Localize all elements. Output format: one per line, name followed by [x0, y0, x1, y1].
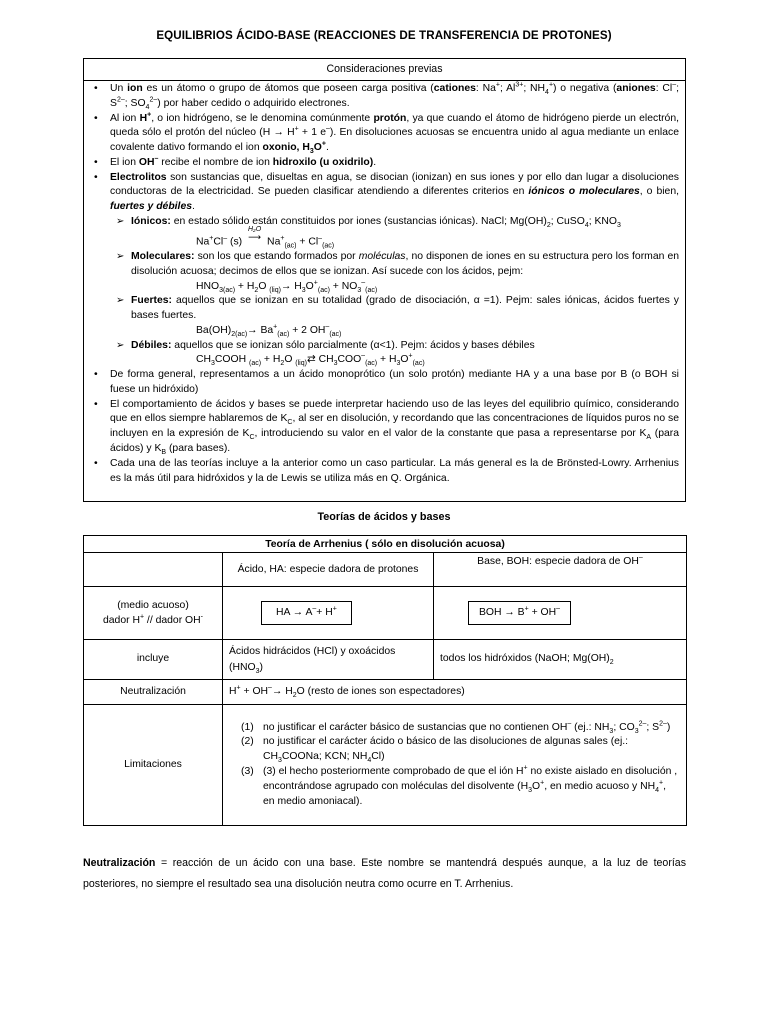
arrhenius-header: Teoría de Arrhenius ( sólo en disolución acuosa): [84, 536, 687, 553]
incluye-label: incluye: [84, 640, 223, 680]
consideraciones-box: [83, 58, 686, 502]
equation-ionicos: Na+Cl– (s) H₂O ⟶ $Na^+_{(ac)} + Cl^-_{(ac)}$: [196, 225, 335, 250]
incluye-base-cell: todos los hidróxidos (NaOH; $Mg(OH)_2$: [434, 640, 687, 680]
equation-debiles: $CH_3COOH$ $_{(ac)} + H_2O$ $_{(liq)}$⇄ $CH_3COO^-_{(ac)} + H_3O^+_{(ac)}$: [196, 352, 425, 368]
sub-ionicos: ➢ Iónicos: en estado sólido están constituidos por iones (sustancias iónicas). NaCl; $Mg(OH)_2$; CuSO$_4$; $KNO_3$: [94, 215, 679, 230]
neutralizacion-label: Neutralización: [84, 680, 223, 705]
bullet-proton: • Al ion H+, o ion hidrógeno, se le denomina comúnmente protón, ya que cuando el átomo de hidrógeno pierde un electrón, queda sólo el protón del núcleo (H → H+ + 1 e–). En disoluciones acuosas se encuentra unido al agua mediante un enlace covalente dativo formando el ion oxonio, $H_3O^+$.: [94, 112, 679, 156]
sub-fuertes: ➢ Fuertes: aquellos que se ionizan en su totalidad (grado de disociación, α =1). Pejm: sales iónicas, ácidos fuertes y bases fuertes.: [94, 294, 679, 324]
base-equation-cell: [434, 587, 687, 640]
equation-fuertes: $Ba(OH)_{2(ac)}\to Ba^+_{(ac)} + 2$ $OH^-_{(ac)}$: [196, 323, 342, 338]
incluye-acid-cell: Ácidos hidrácidos (HCl) y oxoácidos $(HNO_3)$: [223, 640, 434, 680]
acid-dissociation-box: HA → A–+ H+: [261, 601, 352, 626]
bullet-hydroxyl: • El ion OH– recibe el nombre de ion hidroxilo (u oxidrilo).: [94, 156, 679, 171]
limitaciones-label: Limitaciones: [84, 705, 223, 826]
empty-corner-cell: [84, 553, 223, 587]
bullet-teorias: • Cada una de las teorías incluye a la anterior como un caso particular. La más general es la de Brönsted-Lowry. Arrhenius es la más útil para hidróxidos y la de Lewis se utiliza más en Q. Orgánica.: [94, 457, 679, 487]
acid-column-header: Ácido, HA: especie dadora de protones: [223, 553, 434, 587]
neutralizacion-cell: $H^+ + OH^-\to H_2O$ (resto de iones son espectadores): [223, 680, 687, 705]
sub-moleculares: ➢ Moleculares: son los que estando formados por moléculas, no disponen de iones en su estructura pero los forman en disolución acuosa; decimos de ellos que se ionizan. Así sucede con los ácidos, pejm:: [94, 250, 679, 280]
bullet-ion: • Un ion es un átomo o grupo de átomos que poseen carga positiva (cationes: Na+; $Al^{3+}$; $NH_4^+$) o negativa (aniones: Cl–; $S^{2-}$; $SO_4^{2-}$) por haber cedido o adquirido electrones.: [94, 82, 679, 112]
bullet-comportamiento: • El comportamiento de ácidos y bases se puede interpretar haciendo uso de las leyes del equilibrio químico, considerando que en ellos siempre hablaremos de $K_C$, al ser en disolución, y recordando que las concentraciones de líquidos puros no se incluyen en la expresión de $K_C$, introduciendo su valor en el valor de la constante que pasa a representarse por $K_A$ (para ácidos) y $K_B$ (para bases).: [94, 398, 679, 457]
reaction-arrow-icon: H₂O ⟶: [248, 225, 262, 243]
limitaciones-list: [237, 718, 680, 813]
page-title: EQUILIBRIOS ÁCIDO-BASE (REACCIONES DE TRANSFERENCIA DE PROTONES): [156, 29, 612, 42]
bullet-monoprotico: • De forma general, representamos a un ácido monoprótico (un solo protón) mediante HA y a una base por B (o BOH si fuese un hidróxido): [94, 368, 679, 398]
equilibrium-arrow-icon: ⇄: [306, 354, 316, 366]
neutralizacion-paragraph: Neutralización = reacción de un ácido con una base. Este nombre se mantendrá después aunque, a la luz de teorías posteriores, no siempre el resultado sea una disolución neutra como ocurre en T. Arrhenius.: [83, 857, 686, 890]
base-column-header: Base, BOH: especie dadora de OH–: [434, 553, 687, 587]
consideraciones-header: Consideraciones previas: [84, 59, 685, 81]
equation-moleculares: $HNO_{3(ac)} + H_2O$ $_{(liq)}\to H_3O^+_{(ac)} + NO_3^-_{(ac)}$: [196, 279, 378, 294]
dador-label-cell: (medio acuoso) dador H+ // dador OH-: [84, 587, 223, 640]
list-item: (2) no justificar el carácter ácido o básico de las disoluciones de algunas sales (ej.: $CH_3COONa$; KCN; $NH_4Cl$): [241, 736, 629, 765]
arrhenius-table: [83, 535, 687, 826]
bullet-electrolitos: • Electrolitos son sustancias que, disueltas en agua, se disocian (ionizan) en sus iones y por ello dan lugar a disoluciones conductoras de la electricidad. Se pueden clasificar atendiendo a diferentes criterios en iónicos o moleculares, o bien, fuertes y débiles.: [94, 171, 679, 215]
list-item: (1) no justificar el carácter básico de sustancias que no contienen OH– (ej.: $NH_3$; $CO_3^{2-}$; $S^{2-}$): [241, 720, 671, 735]
list-item: (3) (3) el hecho posteriormente comprobado de que el ión H+ no existe aislado en disolución , encontrándose agrupado con moléculas del disolvente ($H_3O^+$, en medio acuoso y $NH_4^+$, en medio amoniacal).: [241, 764, 678, 807]
theories-title: Teorías de ácidos y bases: [317, 511, 451, 523]
consideraciones-body: [84, 81, 685, 486]
limitaciones-cell: [223, 705, 687, 826]
base-dissociation-box: BOH → B+ + OH–: [468, 601, 571, 626]
acid-equation-cell: [223, 587, 434, 640]
sub-debiles: ➢ Débiles: aquellos que se ionizan sólo parcialmente (α<1). Pejm: ácidos y bases débiles: [94, 339, 679, 354]
